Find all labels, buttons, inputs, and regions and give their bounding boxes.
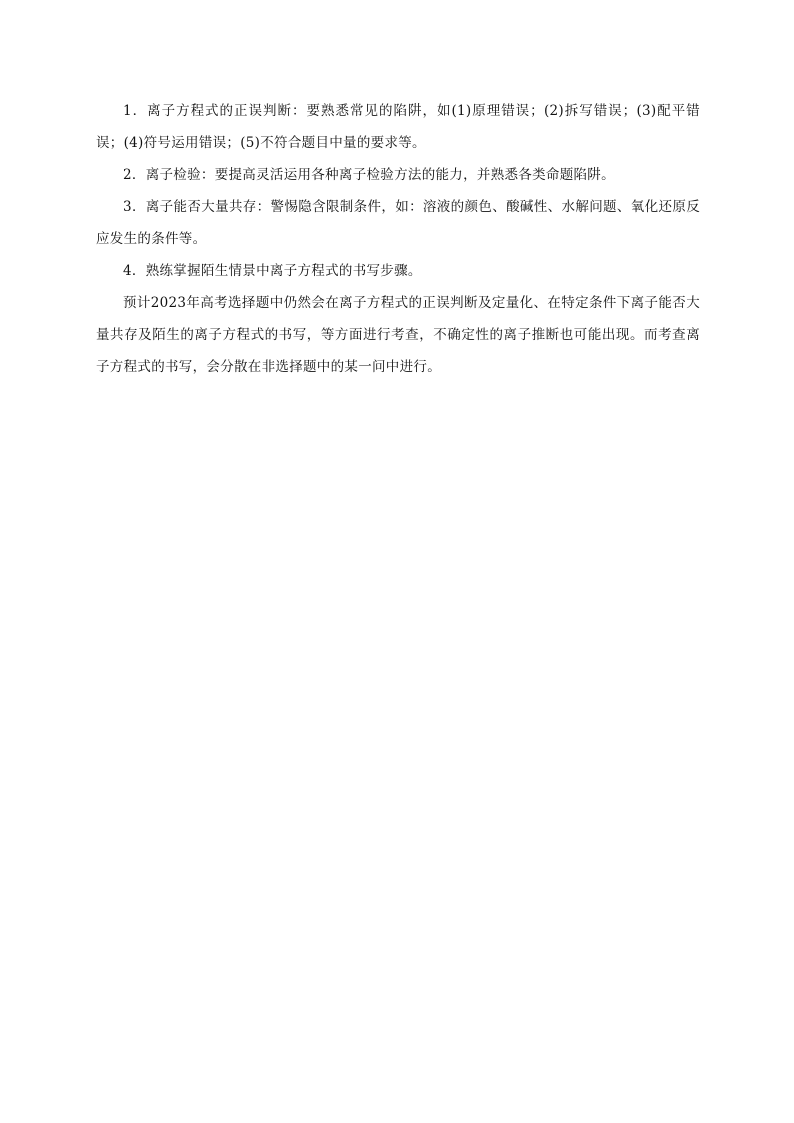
paragraph-5: 预计2023年高考选择题中仍然会在离子方程式的正误判断及定量化、在特定条件下离子能否大量共存及陌生的离子方程式的书写，等方面进行考查，不确定性的离子推断也可能出现。而考查离子方程式的书写，会分散在非选择题中的某一问中进行。 [96, 295, 700, 375]
paragraph-4: 4．熟练掌握陌生情景中离子方程式的书写步骤。 [123, 263, 422, 279]
document-body [96, 95, 700, 383]
paragraph-2: 2．离子检验：要提高灵活运用各种离子检验方法的能力，并熟悉各类命题陷阱。 [123, 167, 615, 183]
paragraph-1: 1．离子方程式的正误判断：要熟悉常见的陷阱，如(1)原理错误；(2)拆写错误；(3)配平错误；(4)符号运用错误；(5)不符合题目中量的要求等。 [96, 103, 700, 151]
paragraph-3: 3．离子能否大量共存：警惕隐含限制条件，如：溶液的颜色、酸碱性、水解问题、氧化还原反应发生的条件等。 [96, 199, 700, 247]
